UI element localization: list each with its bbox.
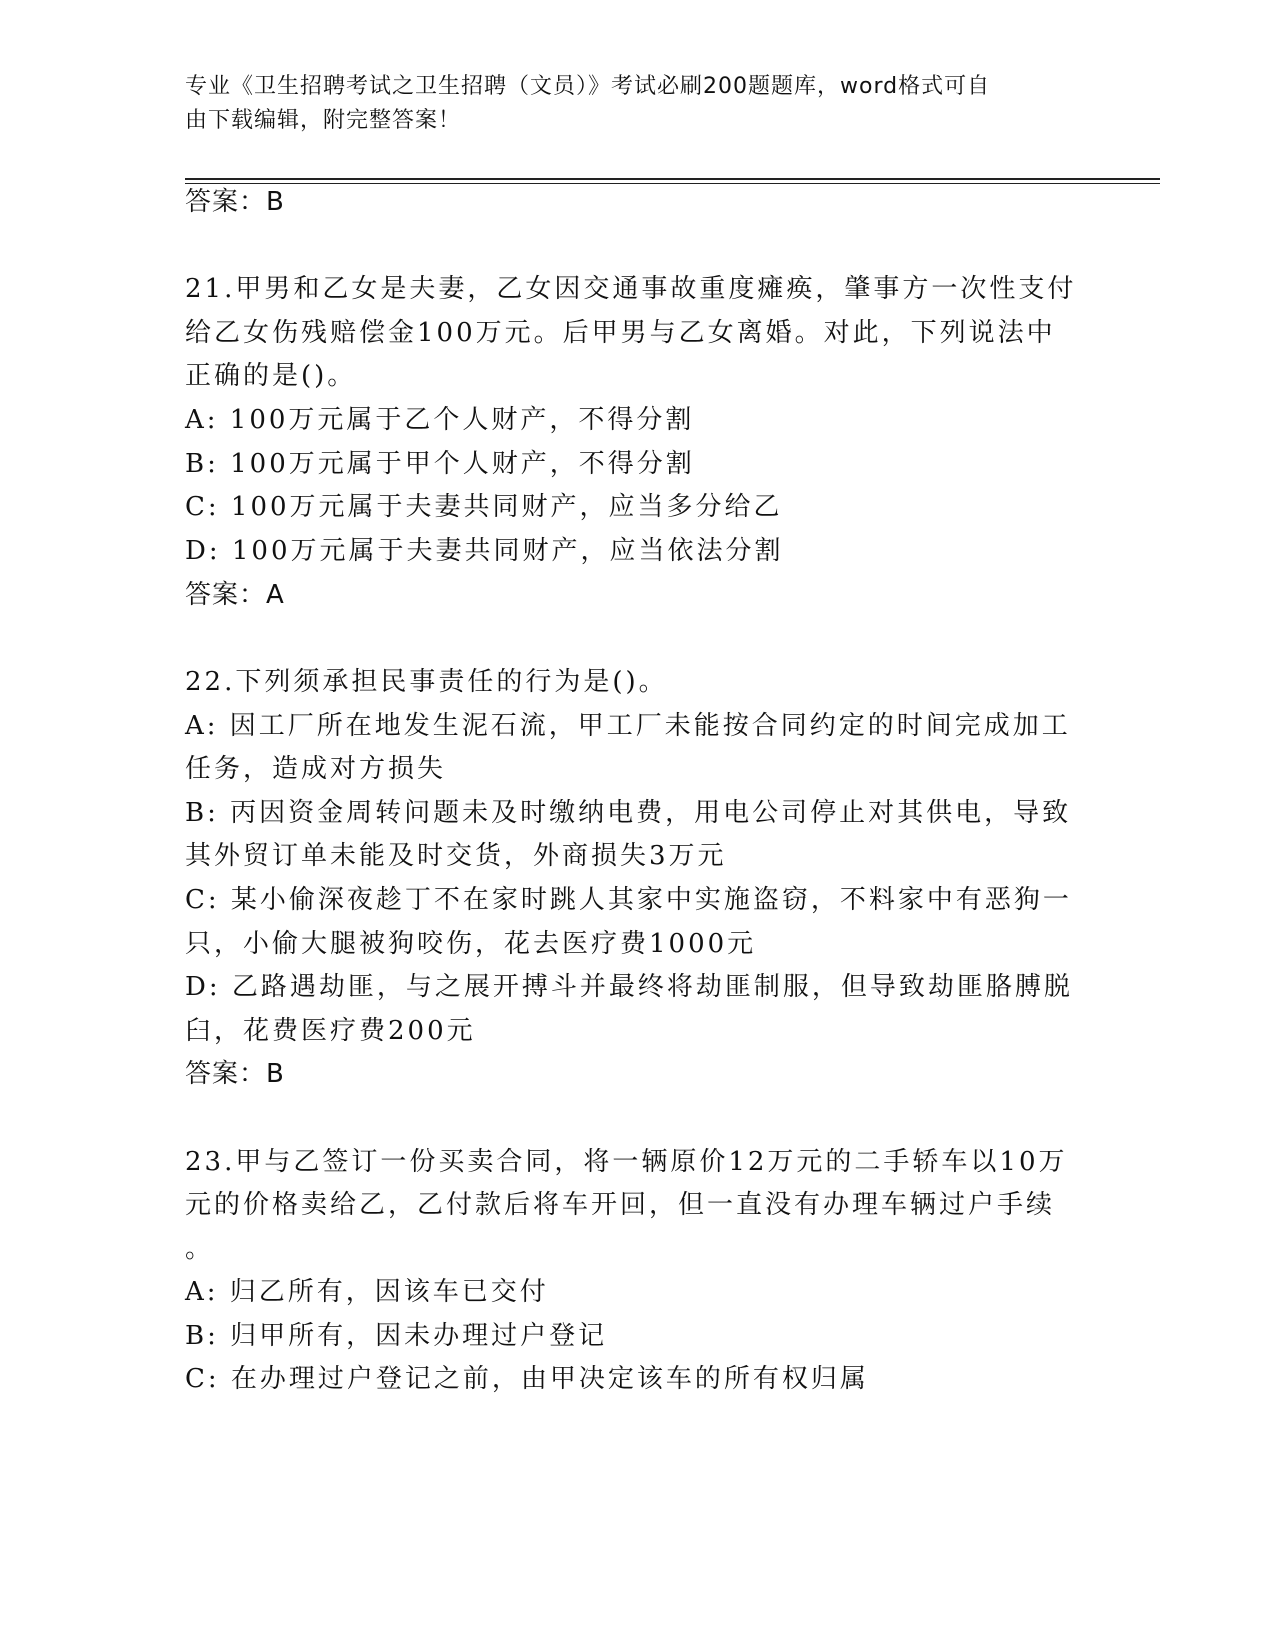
q22-option-b-line-1: B: 丙因资金周转问题未及时缴纳电费，用电公司停止对其供电，导致 [185, 798, 1072, 828]
answer-previous: 答案：B [185, 187, 285, 217]
q23-stem-line-1: 23.甲与乙签订一份买卖合同，将一辆原价12万元的二手轿车以10万 [185, 1147, 1068, 1177]
q21-stem-line-3: 正确的是()。 [185, 361, 357, 391]
q21-stem-line-1: 21.甲男和乙女是夫妻，乙女因交通事故重度瘫痪，肇事方一次性支付 [185, 274, 1077, 304]
q23-option-c: C: 在办理过户登记之前，由甲决定该车的所有权归属 [185, 1364, 869, 1394]
q21-stem-line-2: 给乙女伤残赔偿金100万元。后甲男与乙女离婚。对此，下列说法中 [185, 318, 1056, 348]
q22-answer: 答案：B [185, 1059, 285, 1089]
q21-option-b: B: 100万元属于甲个人财产，不得分割 [185, 449, 695, 479]
q22-stem: 22.下列须承担民事责任的行为是()。 [185, 667, 668, 697]
q23-option-a: A: 归乙所有，因该车已交付 [185, 1277, 549, 1307]
header-line-1: 专业《卫生招聘考试之卫生招聘（文员）》考试必刷200题题库，word格式可自 [185, 74, 991, 99]
q23-stem-line-2: 元的价格卖给乙，乙付款后将车开回，但一直没有办理车辆过户手续 [185, 1190, 1056, 1220]
q21-option-c: C: 100万元属于夫妻共同财产，应当多分给乙 [185, 492, 783, 522]
q22-option-d-line-1: D: 乙路遇劫匪，与之展开搏斗并最终将劫匪制服，但导致劫匪胳膊脱 [185, 972, 1073, 1002]
header-rule-thin [185, 183, 1160, 184]
q22-option-b-line-2: 其外贸订单未能及时交货，外商损失3万元 [185, 841, 727, 871]
q22-option-c-line-2: 只，小偷大腿被狗咬伤，花去医疗费1000元 [185, 929, 757, 959]
header-line-2: 由下载编辑，附完整答案！ [185, 108, 462, 133]
q23-stem-line-3: 。 [185, 1234, 215, 1264]
q22-option-d-line-2: 臼，花费医疗费200元 [185, 1016, 476, 1046]
q22-option-a-line-1: A: 因工厂所在地发生泥石流，甲工厂未能按合同约定的时间完成加工 [185, 711, 1071, 741]
q21-option-a: A: 100万元属于乙个人财产，不得分割 [185, 405, 695, 435]
page-header [185, 70, 1085, 138]
q21-answer: 答案：A [185, 580, 285, 610]
header-rule-thick [185, 178, 1160, 180]
q23-option-b: B: 归甲所有，因未办理过户登记 [185, 1321, 608, 1351]
q22-option-c-line-1: C: 某小偷深夜趁丁不在家时跳人其家中实施盗窃，不料家中有恶狗一 [185, 885, 1072, 915]
q22-option-a-line-2: 任务，造成对方损失 [185, 754, 447, 784]
q21-option-d: D: 100万元属于夫妻共同财产，应当依法分割 [185, 536, 784, 566]
